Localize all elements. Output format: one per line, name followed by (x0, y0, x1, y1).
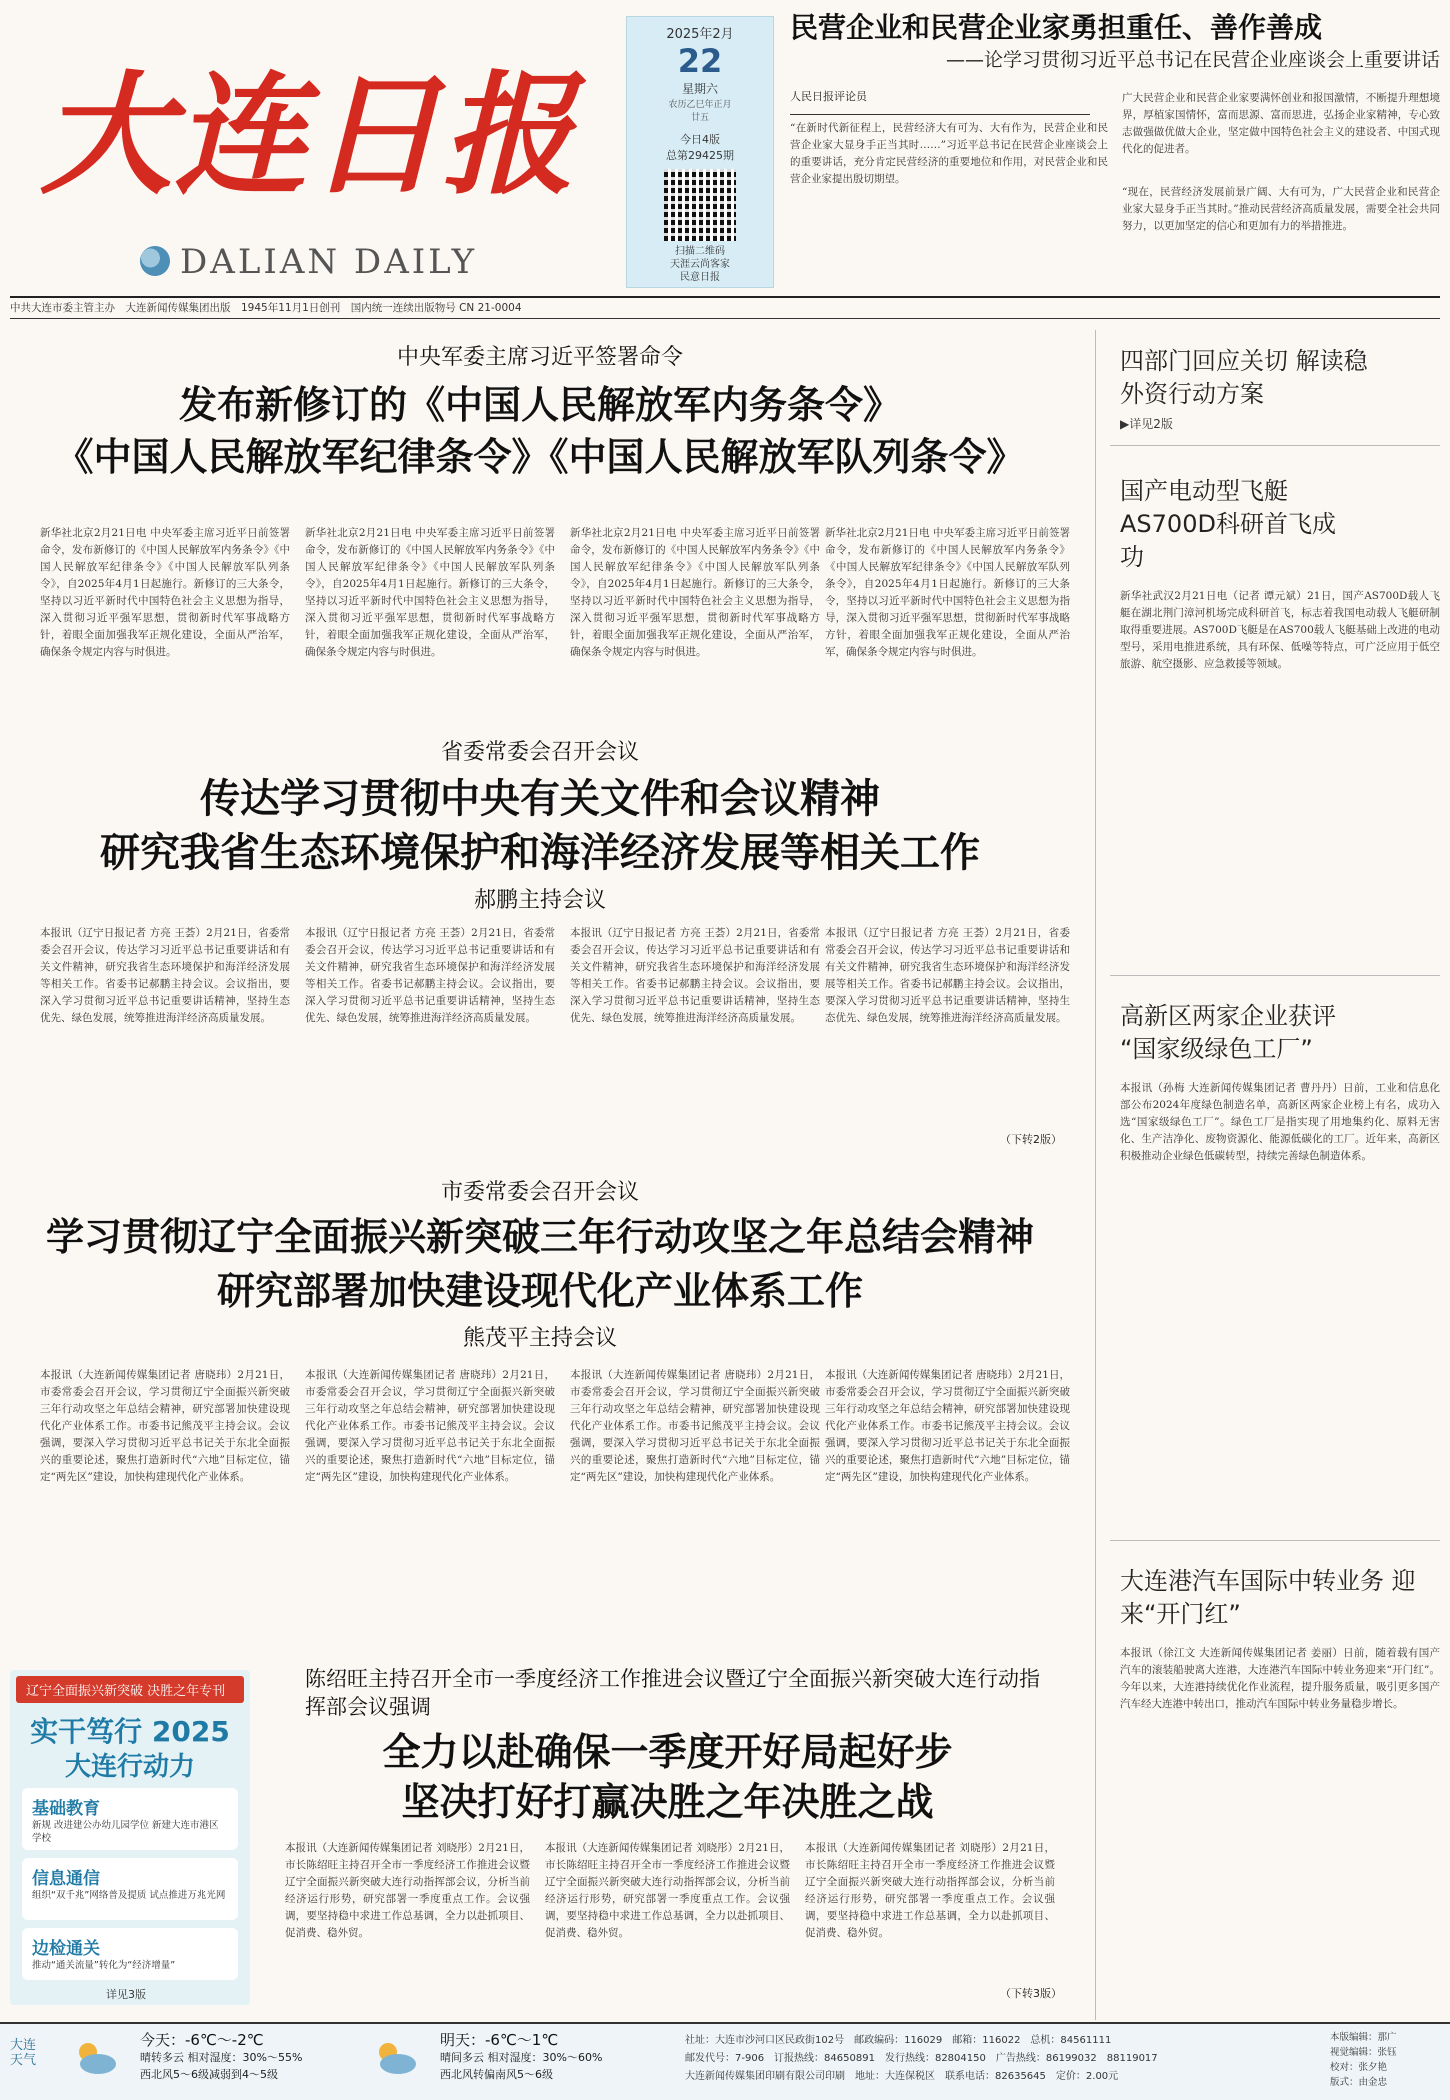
footer-info-phones: 邮发代号：7-906 订报热线：84650891 发行热线：82804150 广告热线：86199032 88119017 (685, 2053, 1158, 2064)
sidebar-see-page[interactable]: ▶详见2版 (1120, 417, 1173, 431)
masthead-rule (10, 296, 1440, 298)
top-article-divider (790, 114, 1090, 115)
provincial-host: 郝鹏主持会议 (473, 888, 606, 913)
promo-box[interactable] (10, 1670, 250, 2005)
lead-body-col-1: 新华社北京2月21日电 中央军委主席习近平日前签署命令，发布新修订的《中国人民解放军内务条令》《中国人民解放军纪律条令》《中国人民解放军队列条令》，自2025年4月1日起施行。新修订的三大条令，坚持以习近平新时代中国特色社会主义思想为指导，深入贯彻习近平强军思想，贯彻新时代军事战略方针，着眼全面加强我军正规化建设，全面从严治军，确保条令规定内容与时俱进。 (40, 527, 290, 658)
sidebar-body: 本报讯（孙梅 大连新闻传媒集团记者 曹丹丹）日前，工业和信息化部公布2024年度绿色制造名单，高新区两家企业榜上有名，成功入选“国家级绿色工厂”。绿色工厂是指实现了用地集约化、原料无害化、生产洁净化、废物资源化、能源低碳化的工厂。近年来，高新区积极推动企业绿色低碳转型，持续完善绿色制造体系。 (1120, 1082, 1440, 1162)
bottom-kicker: 陈绍旺主持召开全市一季度经济工作推进会议暨辽宁全面振兴新突破大连行动指挥部会议强调 (305, 1667, 1040, 1719)
footer-editors: 本版编辑：那广 视觉编辑：张钰 校对：张夕艳 版式：由金忠 (1330, 2032, 1397, 2088)
bottom-headline-1: 全力以赴确保一季度开好局起好步 (382, 1730, 953, 1774)
sidebar-rule (1110, 1540, 1440, 1541)
weather-today (140, 2032, 340, 2083)
top-article-col-3: “现在，民营经济发展前景广阔、大有可为，广大民营企业和民营企业家大显身手正当其时。”推动民营经济高质量发展，需要全社会共同努力，以更加坚定的信心和更加有力的举措推进。 (1122, 186, 1440, 232)
promo-item-desc: 推动“通关流量”转化为“经济增量” (32, 1960, 176, 1971)
sidebar-divider (1095, 330, 1096, 2020)
logo-swirl-icon (140, 246, 170, 276)
promo-item-desc: 组织“双千兆”网络普及提质 试点推进万兆光网 (32, 1890, 226, 1901)
municipal-body-col-4: 本报讯（大连新闻传媒集团记者 唐晓玮）2月21日，市委常委会召开会议，学习贯彻辽宁全面振兴新突破三年行动攻坚之年总结会精神，研究部署加快建设现代化产业体系工作。市委书记熊茂平主持会议。会议强调，要深入学习贯彻习近平总书记关于东北全面振兴的重要论述，聚焦打造新时代“六地”目标定位，锚定“两先区”建设，加快构建现代化产业体系。 (825, 1369, 1070, 1483)
weather-today-temp: 今天：-6℃～-2℃ (140, 2031, 264, 2049)
sidebar-rule (1110, 445, 1440, 446)
promo-item-title: 基础教育 (32, 1799, 100, 1819)
bottom-story (265, 1665, 1070, 2010)
municipal-body-col-2: 本报讯（大连新闻传媒集团记者 唐晓玮）2月21日，市委常委会召开会议，学习贯彻辽宁全面振兴新突破三年行动攻坚之年总结会精神，研究部署加快建设现代化产业体系工作。市委书记熊茂平主持会议。会议强调，要深入学习贯彻习近平总书记关于东北全面振兴的重要论述，聚焦打造新时代“六地”目标定位，锚定“两先区”建设，加快构建现代化产业体系。 (305, 1369, 555, 1483)
lead-body-col-4: 新华社北京2月21日电 中央军委主席习近平日前签署命令，发布新修订的《中国人民解放军内务条令》《中国人民解放军纪律条令》《中国人民解放军队列条令》，自2025年4月1日起施行。新修订的三大条令，坚持以习近平新时代中国特色社会主义思想为指导，深入贯彻习近平强军思想，贯彻新时代军事战略方针，着眼全面加强我军正规化建设，全面从严治军，确保条令规定内容与时俱进。 (825, 527, 1070, 658)
provincial-body-col-4: 本报讯（辽宁日报记者 方亮 王荟）2月21日，省委常委会召开会议，传达学习习近平总书记重要讲话和有关文件精神，研究我省生态环境保护和海洋经济发展等相关工作。省委书记郝鹏主持会议。会议指出，要深入学习贯彻习近平总书记重要讲话精神，坚持生态优先、绿色发展，统筹推进海洋经济高质量发展。 (825, 927, 1070, 1024)
provincial-body-col-3: 本报讯（辽宁日报记者 方亮 王荟）2月21日，省委常委会召开会议，传达学习习近平总书记重要讲话和有关文件精神，研究我省生态环境保护和海洋经济发展等相关工作。省委书记郝鹏主持会议。会议指出，要深入学习贯彻习近平总书记重要讲话精神，坚持生态优先、绿色发展，统筹推进海洋经济高质量发展。 (570, 927, 820, 1024)
sidebar-headline: 四部门回应关切 解读稳外资行动方案 (1120, 347, 1368, 408)
sidebar (1110, 335, 1440, 2015)
bottom-body-col-1: 本报讯（大连新闻传媒集团记者 刘晓彤）2月21日，市长陈绍旺主持召开全市一季度经济工作推进会议暨辽宁全面振兴新突破大连行动指挥部会议，分析当前经济运行形势，研究部署一季度重点工作。会议强调，要坚持稳中求进工作总基调，全力以赴抓项目、促消费、稳外贸。 (285, 1842, 530, 1939)
municipal-body-col-3: 本报讯（大连新闻传媒集团记者 唐晓玮）2月21日，市委常委会召开会议，学习贯彻辽宁全面振兴新突破三年行动攻坚之年总结会精神，研究部署加快建设现代化产业体系工作。市委书记熊茂平主持会议。会议强调，要深入学习贯彻习近平总书记关于东北全面振兴的重要论述，聚焦打造新时代“六地”目标定位，锚定“两先区”建设，加快构建现代化产业体系。 (570, 1369, 820, 1483)
promo-item-title: 信息通信 (32, 1869, 100, 1889)
promo-title-1: 实干笃行 2025 (30, 1715, 230, 1748)
promo-tag: 辽宁全面振兴新突破 决胜之年专刊 (16, 1676, 244, 1703)
lead-kicker: 中央军委主席习近平签署命令 (396, 345, 683, 370)
sidebar-item-airship[interactable] (1120, 475, 1440, 1018)
lead-story (10, 330, 1070, 700)
date-day: 22 (677, 42, 723, 80)
top-article-col-1: “在新时代新征程上，民营经济大有可为、大有作为，民营企业和民营企业家大显身手正当其时……”习近平总书记在民营企业座谈会上的重要讲话，充分肯定民营经济的重要地位和作用，对民营企业和民营企业家提出殷切期望。 (790, 122, 1108, 185)
date-weekday: 星期六 (681, 82, 718, 96)
top-article-title: 民营企业和民营企业家勇担重任、善作善成 (790, 11, 1323, 44)
promo-item-title: 边检通关 (32, 1939, 100, 1959)
promo-item-desc: 新规 改进建公办幼儿园学位 新建大连市港区学校 (32, 1820, 219, 1844)
bottom-continued: （下转3版） (1000, 1987, 1062, 2000)
weather-today-wind: 西北风5～6级减弱到4～5级 (140, 2068, 278, 2081)
weather-tomorrow-sky: 晴间多云 相对湿度：30%～60% (440, 2051, 603, 2064)
municipal-host: 熊茂平主持会议 (462, 1326, 617, 1351)
provincial-continued: （下转2版） (1000, 1133, 1062, 1146)
issue-pages: 今日4版 (680, 133, 720, 146)
weather-tomorrow (440, 2032, 660, 2083)
bottom-body-col-3: 本报讯（大连新闻传媒集团记者 刘晓彤）2月21日，市长陈绍旺主持召开全市一季度经济工作推进会议暨辽宁全面振兴新突破大连行动指挥部会议，分析当前经济运行形势，研究部署一季度重点工作。会议强调，要坚持稳中求进工作总基调，全力以赴抓项目、促消费、稳外贸。 (805, 1842, 1055, 1939)
top-article (790, 10, 1440, 290)
municipal-kicker: 市委常委会召开会议 (440, 1180, 639, 1205)
sidebar-item-port[interactable] (1120, 1565, 1440, 2015)
issue-number: 总第29425期 (666, 149, 734, 162)
municipal-headline-2: 研究部署加快建设现代化产业体系工作 (216, 1269, 863, 1313)
top-article-byline: 人民日报评论员 (790, 90, 867, 103)
promo-item-border[interactable] (22, 1928, 238, 1980)
date-month: 2025年2月 (666, 27, 734, 42)
bottom-body-col-2: 本报讯（大连新闻传媒集团记者 刘晓彤）2月21日，市长陈绍旺主持召开全市一季度经济工作推进会议暨辽宁全面振兴新突破大连行动指挥部会议，分析当前经济运行形势，研究部署一季度重点工作。会议强调，要坚持稳中求进工作总基调，全力以赴抓项目、促消费、稳外贸。 (545, 1842, 790, 1939)
provincial-body-col-2: 本报讯（辽宁日报记者 方亮 王荟）2月21日，省委常委会召开会议，传达学习习近平总书记重要讲话和有关文件精神，研究我省生态环境保护和海洋经济发展等相关工作。省委书记郝鹏主持会议。会议指出，要深入学习贯彻习近平总书记重要讲话精神，坚持生态优先、绿色发展，统筹推进海洋经济高质量发展。 (305, 927, 555, 1024)
provincial-story (10, 735, 1070, 1155)
lead-headline-1: 发布新修订的《中国人民解放军内务条令》 (178, 383, 901, 427)
weather-tomorrow-temp: 明天：-6℃～1℃ (440, 2031, 559, 2049)
weather-brand: 大连天气 (10, 2038, 37, 2068)
lead-headline-2: 《中国人民解放军纪律条令》《中国人民解放军队列条令》 (55, 435, 1025, 479)
municipal-headline-1: 学习贯彻辽宁全面振兴新突破三年行动攻坚之年总结会精神 (45, 1215, 1034, 1259)
masthead (20, 10, 1440, 290)
provincial-headline-1: 传达学习贯彻中央有关文件和会议精神 (200, 776, 880, 822)
date-lunar: 农历乙巳年正月廿五 (668, 100, 732, 123)
logo-english: DALIAN DAILY (180, 242, 478, 282)
cloud-sun-icon (70, 2038, 120, 2078)
promo-title-2: 大连行动力 (64, 1752, 195, 1782)
top-article-col-2: 广大民营企业和民营企业家要满怀创业和报国激情，不断提升理想境界，厚植家国情怀，富而思源、富而思进，弘扬企业家精神，专心致志做强做优做大企业，坚定做中国特色社会主义的建设者、中国式现代化的促进者。 (1122, 92, 1440, 155)
footer-info-address: 社址：大连市沙河口区民政街102号 邮政编码：116029 邮箱：116022 总机：84561111 (685, 2035, 1112, 2046)
promo-item-education[interactable] (22, 1788, 238, 1850)
publisher-rule (10, 318, 1440, 319)
sidebar-headline: 国产电动型飞艇 AS700D科研首飞成功 (1120, 477, 1336, 571)
bottom-headline-2: 坚决打好打赢决胜之年决胜之战 (401, 1780, 934, 1824)
top-article-subtitle: ——论学习贯彻习近平总书记在民营企业座谈会上重要讲话 (945, 49, 1440, 71)
provincial-headline-2: 研究我省生态环境保护和海洋经济发展等相关工作 (100, 830, 980, 876)
promo-see-page[interactable]: 详见3版 (106, 1988, 146, 2001)
sidebar-headline: 大连港汽车国际中转业务 迎来“开门红” (1120, 1567, 1416, 1628)
sidebar-body: 本报讯（徐江文 大连新闻传媒集团记者 姜丽）日前，随着载有国产汽车的滚装船驶离大连港，大连港汽车国际中转业务迎来“开门红”。今年以来，大连港持续优化作业流程，提升服务质量，吸引更多国产汽车经大连港中转出口，推动汽车国际中转业务量稳步增长。 (1120, 1647, 1440, 1710)
footer-info (685, 2032, 1305, 2086)
lead-body-col-2: 新华社北京2月21日电 中央军委主席习近平日前签署命令，发布新修订的《中国人民解放军内务条令》《中国人民解放军纪律条令》《中国人民解放军队列条令》，自2025年4月1日起施行。新修订的三大条令，坚持以习近平新时代中国特色社会主义思想为指导，深入贯彻习近平强军思想，贯彻新时代军事战略方针，着眼全面加强我军正规化建设，全面从严治军，确保条令规定内容与时俱进。 (305, 527, 555, 658)
municipal-body-col-1: 本报讯（大连新闻传媒集团记者 唐晓玮）2月21日，市委常委会召开会议，学习贯彻辽宁全面振兴新突破三年行动攻坚之年总结会精神，研究部署加快建设现代化产业体系工作。市委书记熊茂平主持会议。会议强调，要深入学习贯彻习近平总书记关于东北全面振兴的重要论述，聚焦打造新时代“六地”目标定位，锚定“两先区”建设，加快构建现代化产业体系。 (40, 1369, 290, 1483)
municipal-story (10, 1175, 1070, 1645)
weather-tomorrow-wind: 西北风转偏南风5～6级 (440, 2068, 553, 2081)
weather-today-sky: 晴转多云 相对湿度：30%～55% (140, 2051, 303, 2064)
date-box (626, 16, 774, 288)
qr-caption: 扫描二维码 天涯云尚客家 民意日报 (670, 246, 730, 283)
sidebar-headline: 高新区两家企业获评 “国家级绿色工厂” (1120, 1002, 1336, 1063)
logo-chinese: 大连日报 (40, 58, 576, 213)
provincial-body-col-1: 本报讯（辽宁日报记者 方亮 王荟）2月21日，省委常委会召开会议，传达学习习近平总书记重要讲话和有关文件精神，研究我省生态环境保护和海洋经济发展等相关工作。省委书记郝鹏主持会议。会议指出，要深入学习贯彻习近平总书记重要讲话精神，坚持生态优先、绿色发展，统筹推进海洋经济高质量发展。 (40, 927, 290, 1024)
footer-bar (0, 2022, 1450, 2100)
sidebar-body: 新华社武汉2月21日电（记者 谭元斌）21日，国产AS700D载人飞艇在湖北荆门漳河机场完成科研首飞，标志着我国电动载人飞艇研制取得重要进展。AS700D飞艇是在AS700载人飞艇基础上改进的电动型号，采用电推进系统，具有环保、低噪等特点，可广泛应用于低空旅游、航空摄影、应急救援等领域。 (1120, 590, 1440, 670)
publisher-line: 中共大连市委主管主办 大连新闻传媒集团出版 1945年11月1日创刊 国内统一连续出版物号 CN 21-0004 (10, 302, 522, 314)
cloud-sun-icon (370, 2038, 420, 2078)
lead-body-col-3: 新华社北京2月21日电 中央军委主席习近平日前签署命令，发布新修订的《中国人民解放军内务条令》《中国人民解放军纪律条令》《中国人民解放军队列条令》，自2025年4月1日起施行。新修订的三大条令，坚持以习近平新时代中国特色社会主义思想为指导，深入贯彻习近平强军思想，贯彻新时代军事战略方针，着眼全面加强我军正规化建设，全面从严治军，确保条令规定内容与时俱进。 (570, 527, 820, 658)
sidebar-item-green-factory[interactable] (1120, 1000, 1440, 1510)
footer-info-printer: 大连新闻传媒集团印刷有限公司印刷 地址：大连保税区 联系电话：82635645 定价：2.00元 (685, 2071, 1119, 2082)
qr-code-icon (664, 169, 736, 241)
promo-item-telecom[interactable] (22, 1858, 238, 1920)
sidebar-item-investment[interactable] (1120, 345, 1440, 432)
sidebar-rule (1110, 975, 1440, 976)
provincial-kicker: 省委常委会召开会议 (440, 740, 639, 765)
